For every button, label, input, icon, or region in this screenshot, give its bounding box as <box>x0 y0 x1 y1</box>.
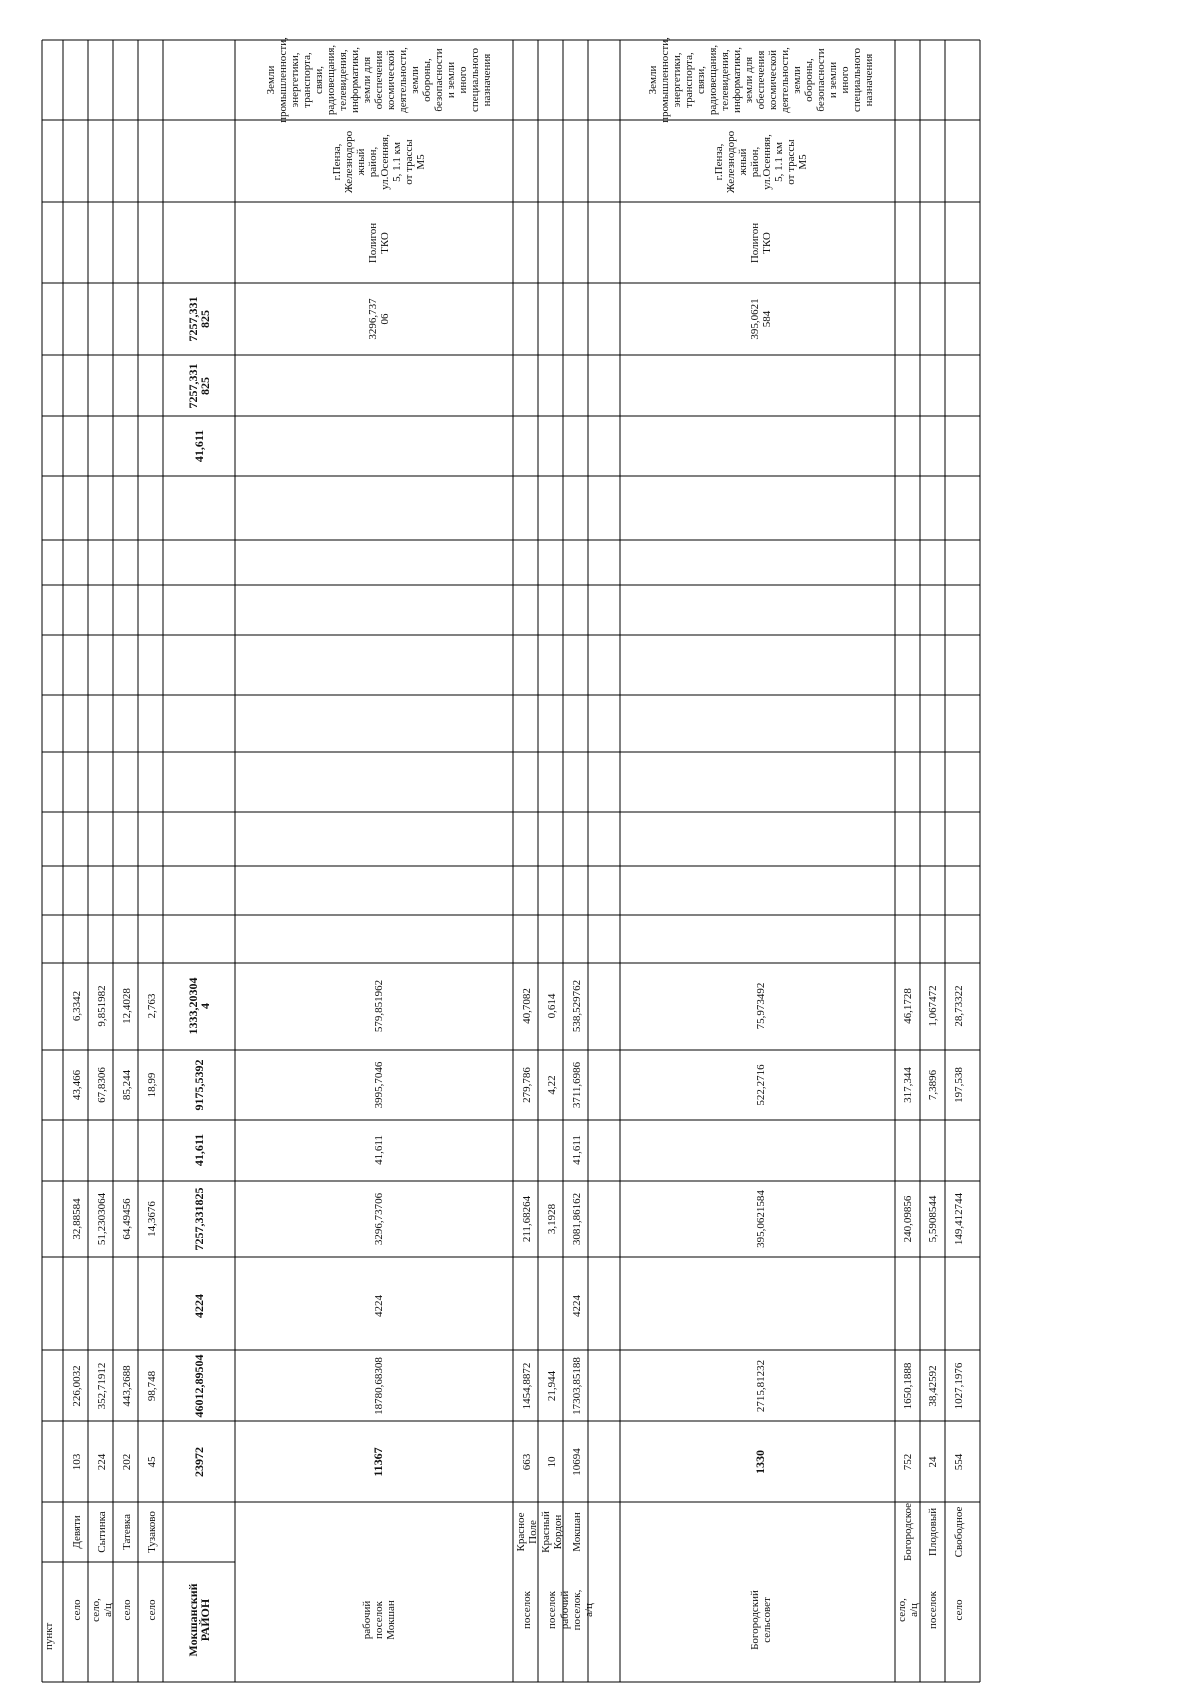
cell-plodovy-kind: поселок <box>927 1591 939 1629</box>
cell-tatevka-c10: 85,244 <box>121 1069 133 1101</box>
cell-bogorodsk_group-c11: 75,973492 <box>755 982 767 1030</box>
cell-bogorodskoe-population: 752 <box>902 1453 914 1471</box>
cell-krasnoe_pole-c10: 279,786 <box>521 1067 533 1103</box>
cell-district-c9: 41,611 <box>192 1133 206 1167</box>
cell-tatevka-kind: село <box>121 1599 133 1621</box>
cell-devyaty-c6: 226,0032 <box>71 1365 83 1407</box>
cell-tuzakovo-c6: 98,748 <box>146 1370 158 1402</box>
cell-bogorodskoe-c10: 317,344 <box>902 1067 914 1103</box>
cell-tatevka-c6: 443,2688 <box>121 1365 133 1407</box>
cell-district-c21: 7257,331825 <box>186 363 212 409</box>
cell-bogorodskoe-c6: 1650,1888 <box>902 1362 914 1410</box>
cell-district-c8: 7257,331825 <box>192 1187 206 1251</box>
cell-tuzakovo-c11: 2,763 <box>146 993 158 1019</box>
cell-district-c6: 46012,89504 <box>192 1354 206 1418</box>
cell-devyaty-c11: 6,3342 <box>71 990 83 1022</box>
cell-moksha_group-c23: ПолигонТКО <box>367 222 391 264</box>
cell-devyaty-population: 103 <box>71 1453 83 1471</box>
cell-moksha_group-c11: 579,851962 <box>373 979 385 1033</box>
cell-bogorodsk_group-c8: 395,0621584 <box>755 1190 767 1248</box>
cell-sytinka-c11: 9,851982 <box>96 985 108 1027</box>
cell-sytinka-settlement: Сытинка <box>96 1511 108 1553</box>
cell-svobodnoe-kind: село <box>953 1599 965 1621</box>
cell-plodovy-c6: 38,42592 <box>927 1365 939 1407</box>
cell-svobodnoe-c6: 1027,1976 <box>953 1362 965 1410</box>
cell-mokshan-kind: рабочийпоселок,а/ц <box>559 1589 595 1631</box>
cell-moksha_group-c24: г.Пенза,Железнодорожныйрайон,ул.Осенняя,5, 1.1 кмот трассыМ5 <box>331 130 427 194</box>
cell-plodovy-c10: 7,3896 <box>927 1069 939 1101</box>
cell-district-c10: 9175,5392 <box>192 1059 206 1111</box>
cell-devyaty-c10: 43,466 <box>71 1069 83 1101</box>
cell-tatevka-c8: 64,49456 <box>121 1198 133 1240</box>
cell-moksha_group-c8: 3296,73706 <box>373 1192 385 1246</box>
cell-tuzakovo-population: 45 <box>146 1456 158 1468</box>
cell-sytinka-c6: 352,71912 <box>96 1362 108 1410</box>
cell-mokshan-c7: 4224 <box>571 1295 583 1317</box>
cell-district-c11: 1333,203044 <box>186 977 212 1035</box>
cell-mokshan-c6: 17303,85188 <box>571 1357 583 1415</box>
cell-svobodnoe-population: 554 <box>953 1453 965 1471</box>
cell-bogorodskoe-c8: 240,09856 <box>902 1195 914 1243</box>
cell-district-c22: 7257,331825 <box>186 296 212 342</box>
cell-krasny_kordon-c11: 0,614 <box>546 993 558 1019</box>
cell-district-c20: 41,611 <box>192 429 206 463</box>
cell-mokshan-c8: 3081,86162 <box>571 1192 583 1246</box>
cell-moksha_group-c6: 18780,68308 <box>373 1357 385 1415</box>
cell-mokshan-c9: 41,611 <box>571 1135 583 1165</box>
cell-svobodnoe-settlement: Свободное <box>953 1506 965 1558</box>
cell-krasnoe_pole-c8: 211,68264 <box>521 1195 533 1243</box>
cell-tuzakovo-kind: село <box>146 1599 158 1621</box>
cell-krasny_kordon-c6: 21,944 <box>546 1370 558 1402</box>
cell-mokshan-c10: 3711,6986 <box>571 1061 583 1109</box>
cell-krasny_kordon-population: 10 <box>546 1456 558 1468</box>
cell-bogorodsk_group-c25: Землипромышленности,энергетики,транспорта,связи,радиовещания,телевидения,информатики,земли дляобеспечениякосмическойдеятельности,землиобороны,безопасностии землииногоспециальногоназначения <box>647 37 875 123</box>
table-cells <box>43 37 965 1657</box>
cell-bogorodskoe-settlement: Богородское <box>902 1502 914 1562</box>
cell-krasny_kordon-settlement: КрасныйКордон <box>540 1511 564 1553</box>
table-grid-lines <box>42 40 980 1682</box>
cell-moksha_group-c25: Землипромышленности,энергетики,транспорта,связи,радиовещания,телевидения,информатики,земли дляобеспечениякосмическойдеятельности,землиобороны,безопасностии землииногоспециальногоназначения <box>265 37 493 123</box>
cell-bogorodsk_group-c24: г.Пенза,Железнодорожныйрайон,ул.Осенняя,5, 1.1 кмот трассыМ5 <box>713 130 809 194</box>
cell-krasny_kordon-c10: 4,22 <box>546 1075 558 1095</box>
cell-krasny_kordon-kind: поселок <box>546 1591 558 1629</box>
cell-krasny_kordon-c8: 3,1928 <box>546 1203 558 1235</box>
cell-mokshan-population: 10694 <box>571 1448 583 1476</box>
cell-moksha_group-district: рабочийпоселокМокшан <box>361 1600 397 1640</box>
cell-sytinka-kind: село,а/ц <box>90 1598 114 1622</box>
cell-tuzakovo-settlement: Тузаково <box>146 1511 158 1553</box>
cell-devyaty-c8: 32,88584 <box>71 1198 83 1240</box>
cell-plodovy-c11: 1,067472 <box>927 985 939 1027</box>
cell-krasnoe_pole-kind: поселок <box>521 1591 533 1629</box>
cell-tuzakovo-c8: 14,3676 <box>146 1201 158 1237</box>
cell-svobodnoe-c11: 28,73322 <box>953 985 965 1027</box>
cell-bogorodsk_group-district: Богородскийсельсовет <box>749 1590 773 1650</box>
cell-plodovy-settlement: Плодовый <box>927 1507 939 1557</box>
cell-moksha_group-population: 11367 <box>371 1447 385 1477</box>
cell-bogorodsk_group-population: 1330 <box>753 1450 767 1474</box>
cell-moksha_group-c10: 3995,7046 <box>373 1061 385 1109</box>
cell-plodovy-population: 24 <box>927 1456 939 1468</box>
cell-tatevka-c11: 12,4028 <box>121 988 133 1024</box>
cell-mokshan-c11: 538,529762 <box>571 979 583 1033</box>
cell-district-district: МокшанскийРАЙОН <box>186 1583 212 1657</box>
cell-krasnoe_pole-c11: 40,7082 <box>521 988 533 1024</box>
cell-tatevka-population: 202 <box>121 1453 133 1471</box>
cell-bogorodsk_group-c23: ПолигонТКО <box>749 222 773 264</box>
cell-district-population: 23972 <box>192 1447 206 1477</box>
cell-krasnoe_pole-settlement: КрасноеПоле <box>515 1512 539 1552</box>
cell-district-c7: 4224 <box>192 1294 206 1318</box>
cell-sytinka-c8: 51,2303064 <box>96 1192 108 1246</box>
cell-moksha_group-c7: 4224 <box>373 1295 385 1317</box>
cell-moksha_group-c22: 3296,73706 <box>367 298 391 340</box>
cell-svobodnoe-c8: 149,412744 <box>953 1192 965 1246</box>
cell-sytinka-population: 224 <box>96 1453 108 1471</box>
cell-plodovy-c8: 5,5908544 <box>927 1195 939 1243</box>
cell-moksha_group-c9: 41,611 <box>373 1135 385 1165</box>
cell-bogorodsk_group-c10: 522,2716 <box>755 1064 767 1106</box>
header-fragment: пункт <box>43 1622 55 1650</box>
cell-bogorodsk_group-c22: 395,0621584 <box>749 298 773 340</box>
cell-devyaty-kind: село <box>71 1599 83 1621</box>
cell-sytinka-c10: 67,8306 <box>96 1067 108 1103</box>
cell-tuzakovo-c10: 18,99 <box>146 1072 158 1098</box>
cell-krasnoe_pole-population: 663 <box>521 1453 533 1471</box>
cell-bogorodskoe-kind: село,а/ц <box>896 1598 920 1622</box>
cell-devyaty-settlement: Девяти <box>71 1515 83 1549</box>
cell-mokshan-settlement: Мокшан <box>571 1512 583 1552</box>
cell-bogorodskoe-c11: 46,1728 <box>902 988 914 1024</box>
cell-bogorodsk_group-c6: 2715,81232 <box>755 1359 767 1413</box>
cell-krasnoe_pole-c6: 1454,8872 <box>521 1362 533 1410</box>
cell-tatevka-settlement: Татевка <box>121 1514 133 1550</box>
cell-svobodnoe-c10: 197,538 <box>953 1067 965 1103</box>
